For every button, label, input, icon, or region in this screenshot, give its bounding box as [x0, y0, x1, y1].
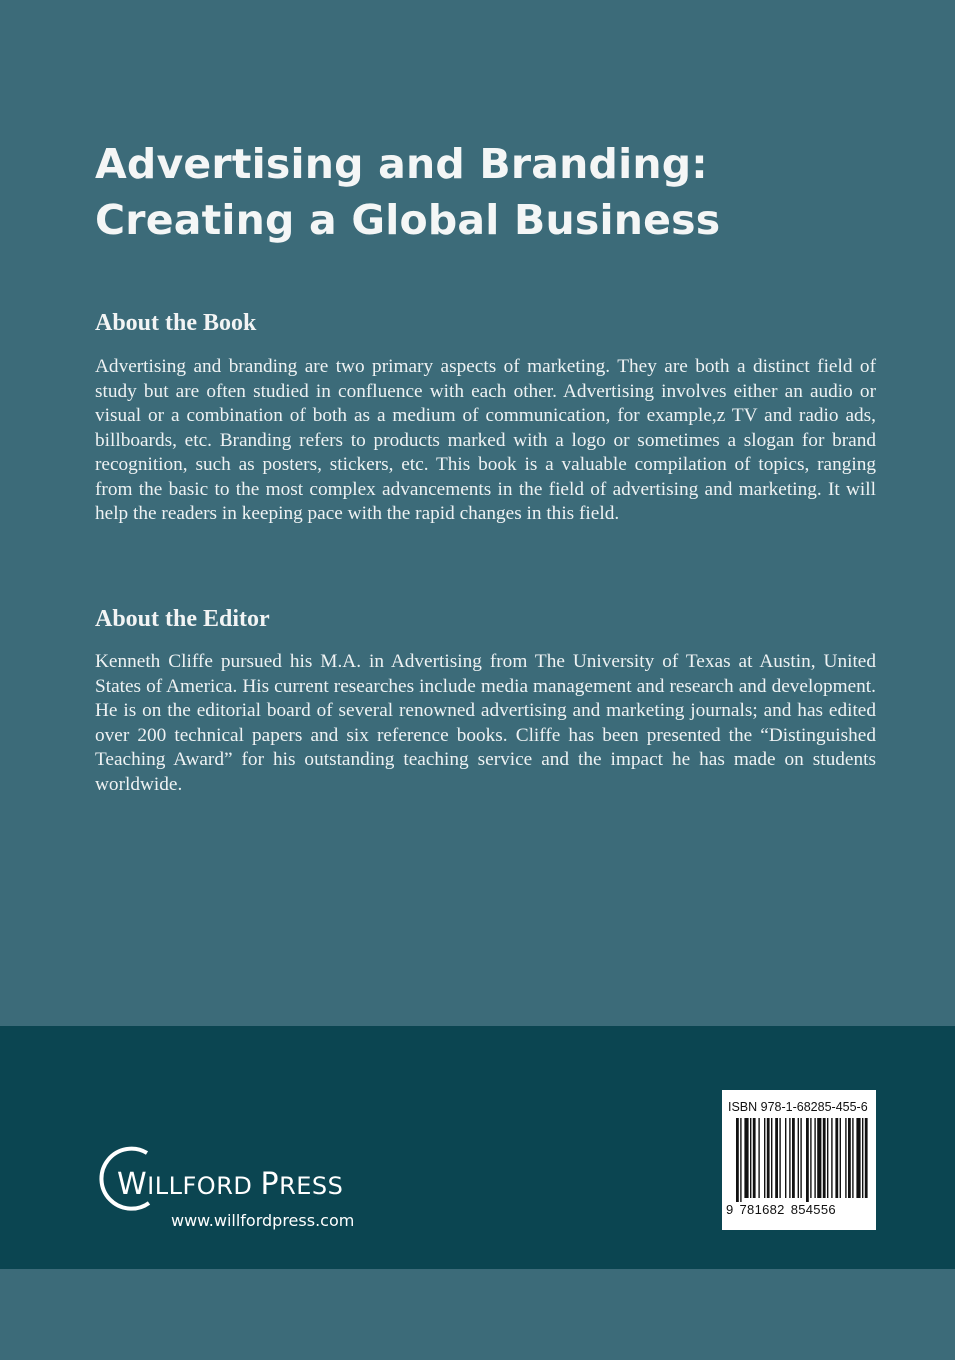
about-book-text: Advertising and branding are two primary aspects of marketing. They are both a distinct field of study but are often studied in confluence with each other. Advertising involves either an audio or visual or a combination of both as a medium of communication, for example,z TV and radio ads, billboards, etc. Branding refers to products marked with a logo or sometimes a slogan for brand recognition, such as posters, stickers, etc. This book is a valuable compilation of topics, ranging from the basic to the most complex advancements in the field of advertising and marketing. It will help the readers in keeping pace with the rapid changes in this field.: [95, 356, 876, 524]
isbn-barcode: [722, 1090, 876, 1230]
publisher-name-p: P: [260, 1167, 280, 1202]
about-editor-heading: About the Editor: [95, 606, 270, 632]
bottom-strip: [0, 1269, 955, 1360]
publisher-name-ress: RESS: [279, 1172, 344, 1200]
publisher-name-illford: ILLFORD: [147, 1172, 261, 1200]
isbn-label: ISBN 978-1-68285-455-6: [728, 1100, 868, 1114]
barcode-digit-lead: 9: [726, 1202, 734, 1217]
publisher-name: [117, 1167, 343, 1202]
barcode-digits-right: 854556: [790, 1202, 836, 1217]
publisher-logo: [95, 1145, 385, 1240]
publisher-name-w: W: [117, 1167, 148, 1202]
barcode-digits-left: 781682: [739, 1202, 785, 1217]
about-book-heading: About the Book: [95, 310, 257, 336]
barcode-bars-icon: [722, 1114, 876, 1202]
book-title: Advertising and Branding: Creating a Global Business: [95, 140, 721, 244]
publisher-url: www.willfordpress.com: [171, 1211, 355, 1230]
barcode-digits: [726, 1202, 836, 1217]
about-editor-text: Kenneth Cliffe pursued his M.A. in Advertising from The University of Texas at Austin, United States of America. His current researches include media management and research and development. He is on the editorial board of several renowned advertising and marketing journals; and has edited over 200 technical papers and six reference books. Cliffe has been presented the “Distinguished Teaching Award” for his outstanding teaching service and the impact he has made on students worldwide.: [95, 651, 876, 795]
